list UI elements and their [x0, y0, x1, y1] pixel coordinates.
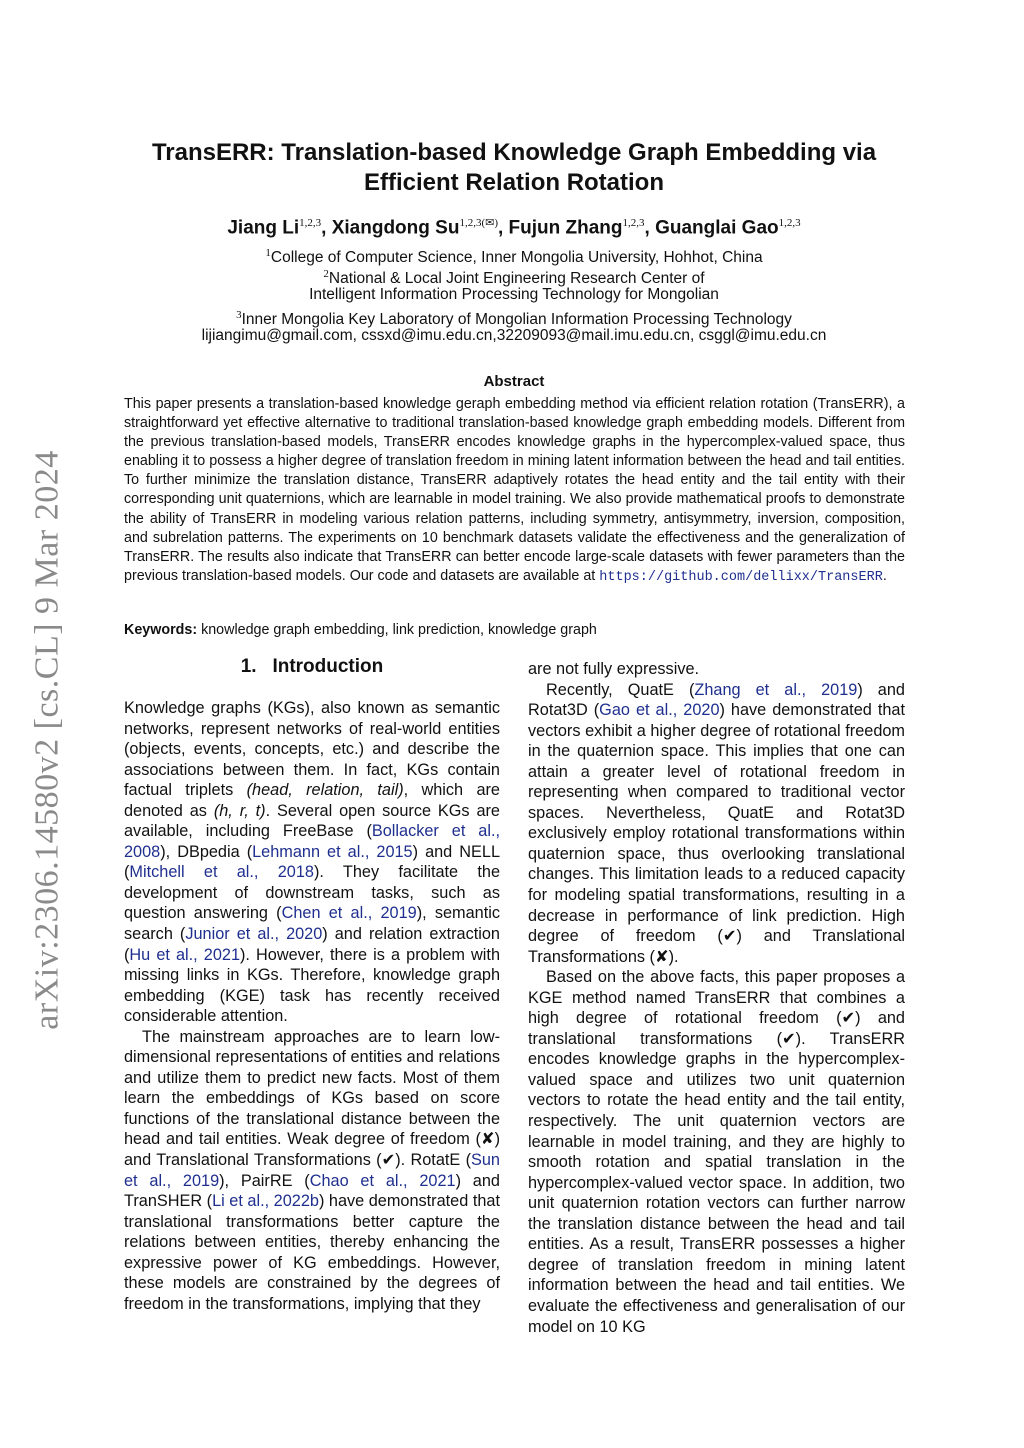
abstract-body — [124, 395, 905, 587]
author-3: Fujun Zhang — [508, 217, 623, 239]
affiliation-3-text: Inner Mongolia Key Laboratory of Mongolian Information Processing Technology — [241, 311, 792, 329]
abstract-heading: Abstract — [483, 373, 545, 390]
citation-gao[interactable]: Gao et al., 2020 — [599, 701, 720, 720]
paper-title — [124, 138, 904, 198]
affiliation-3-sup: 3 — [236, 309, 242, 321]
title-line-2: Efficient Relation Rotation — [364, 169, 664, 196]
section-title: Introduction — [272, 656, 384, 677]
citation-bollacker[interactable]: Bollacker et al., 2008 — [124, 822, 500, 861]
affiliation-1-text: College of Computer Science, Inner Mongolia University, Hohhot, China — [270, 249, 763, 267]
affiliation-2-sup: 2 — [323, 268, 329, 280]
keywords-text: knowledge graph embedding, link prediction, knowledge graph — [197, 622, 597, 638]
affiliation-2-text: National & Local Joint Engineering Research Center of — [328, 270, 705, 288]
author-3-sup: 1,2,3 — [622, 217, 645, 229]
intro-paragraph-2: The mainstream approaches are to learn low-dimensional representations of entities and relations and utilize them to predict new facts. Most of them learn the embeddings of KGs based on score functions of the translational distance between the head and tail entities. Weak degree of freedom (✘) and Translational Transformations (✔). RotatE (Sun et al., 2019), PairRE (Chao et al., 2021) and TranSHER (Li et al., 2022b) have demonstrated that translational transformations better capture the relations between entities, thereby enhancing the expressive power of KG embeddings. However, these models are constrained by the degrees of freedom in the transformations, implying that they — [124, 1027, 500, 1313]
keywords — [124, 622, 905, 638]
math-triplet: (head, relation, tail) — [246, 781, 404, 800]
citation-hu[interactable]: Hu et al., 2021 — [129, 945, 240, 964]
citation-mitchell[interactable]: Mitchell et al., 2018 — [129, 863, 314, 882]
math-hrt: (h, r, t) — [213, 801, 266, 820]
intro-paragraph-3: Recently, QuatE (Zhang et al., 2019) and Rotat3D (Gao et al., 2020) have demonstrated that vectors exhibit a higher degree of rotational freedom in the quaternion space. This implies that one can attain a greater level of rotational freedom in representing when compared to traditional vector spaces. Nevertheless, QuatE and Rotat3D exclusively employ rotational transformations within quaternion space, thus overlooking translational changes. This limitation leads to a reduced capacity for modeling spatial transformations, resulting in a decrease in performance of link prediction. High degree of freedom (✔) and Translational Transformations (✘). — [528, 680, 905, 966]
intro-paragraph-4: Based on the above facts, this paper proposes a KGE method named TransERR that combines a high degree of rotational freedom (✔) and translational transformations (✔). TransERR encodes knowledge graphs in the hypercomplex-valued space and utilizes two unit quaternion vectors to rotate the head entity and the tail entity, respectively. The unit quaternion vectors are learnable in model training, and they are highly to smooth rotation and spatial translation in the hypercomplex-valued vector space. In addition, two unit quaternion rotation vectors can further narrow the translation distance between the head and tail entities. As a result, TransERR possesses a higher degree of translation freedom in mining latent information between the head and tail entities. We evaluate the effectiveness and generalisation of our model on 10 KG — [528, 968, 905, 1336]
affiliation-2b: Intelligent Information Processing Technology for Mongolian — [309, 286, 719, 303]
citation-chen[interactable]: Chen et al., 2019 — [281, 904, 417, 923]
citation-zhang[interactable]: Zhang et al., 2019 — [694, 680, 858, 699]
author-1-sup: 1,2,3 — [299, 217, 322, 229]
author-2-sup: 1,2,3(✉) — [459, 217, 498, 229]
intro-paragraph-cont: are not fully expressive. — [528, 660, 700, 678]
section-number: 1. — [240, 656, 257, 677]
author-2: Xiangdong Su — [331, 217, 460, 239]
code-link[interactable]: https://github.com/dellixx/TransERR — [599, 569, 883, 585]
citation-lehmann[interactable]: Lehmann et al., 2015 — [252, 842, 413, 861]
section-heading — [124, 656, 500, 678]
author-1: Jiang Li — [227, 217, 300, 239]
keywords-label: Keywords: — [124, 622, 198, 638]
citation-li[interactable]: Li et al., 2022b — [212, 1192, 319, 1211]
author-emails: lijiangimu@gmail.com, cssxd@imu.edu.cn,32209093@mail.imu.edu.cn, csggl@imu.edu.cn — [201, 327, 827, 344]
intro-paragraph-1: Knowledge graphs (KGs), also known as semantic networks, represent networks of real-world entities (objects, events, concepts, etc.) and describe the associations between them. In fact, KGs contain factual triplets (head, relation, tail), which are denoted as (h, r, t). Several open source KGs are available, including FreeBase (Bollacker et al., 2008), DBpedia (Lehmann et al., 2015) and NELL (Mitchell et al., 2018). They facilitate the development of downstream tasks, such as question answering (Chen et al., 2019), semantic search (Junior et al., 2020) and relation extraction (Hu et al., 2021). However, there is a problem with missing links in KGs. Therefore, knowledge graph embedding (KGE) task has recently received considerable attention. — [124, 699, 501, 1026]
author-4-sup: 1,2,3 — [778, 217, 801, 229]
title-line-1: TransERR: Translation-based Knowledge Graph Embedding via — [151, 139, 877, 166]
citation-junior[interactable]: Junior et al., 2020 — [185, 925, 323, 944]
affiliation-1-sup: 1 — [265, 247, 271, 259]
author-list: Jiang Li$^{1,2,3}$, Xiangdong $Su^{1,2,3(✉)}$, Fujun Zhang$^{1,2,3}$, Guanglai Gao$^{1,2,3}$ — [227, 217, 801, 239]
arxiv-identifier — [8, 440, 88, 1040]
citation-chao[interactable]: Chao et al., 2021 — [309, 1171, 456, 1190]
abstract-text: This paper presents a translation-based knowledge geraph embedding method via efficient relation rotation (TransERR), a straightforward yet effective alternative to traditional translation-based knowledge graph embedding models. Different from the previous translation-based models, TransERR encodes knowledge graphs in the hypercomplex-valued space, thus enabling it to possess a higher degree of translation freedom in mining latent information between the head and tail entities. To further minimize the translation distance, TransERR adaptively rotates the head entity and the tail entity with their corresponding unit quaternions, which are learnable in model training. We also provide mathematical proofs to demonstrate the ability of TransERR in modeling various relation patterns, including symmetry, antisymmetry, inversion, composition, and subrelation patterns. The experiments on 10 benchmark datasets validate the effectiveness and the generalization of TransERR. The results also indicate that TransERR can better encode large-scale datasets with fewer parameters than the previous translation-based models. Our code and datasets are available at — [124, 396, 905, 584]
right-column — [528, 659, 905, 1337]
arxiv-id-text: arXiv:2306.14580v2 [cs.CL] 9 Mar 2024 — [29, 450, 67, 1030]
left-column — [124, 698, 500, 1314]
citation-sun[interactable]: Sun et al., 2019 — [124, 1151, 500, 1190]
author-4: Guanglai Gao — [655, 217, 779, 239]
abstract-end: . — [882, 567, 887, 584]
